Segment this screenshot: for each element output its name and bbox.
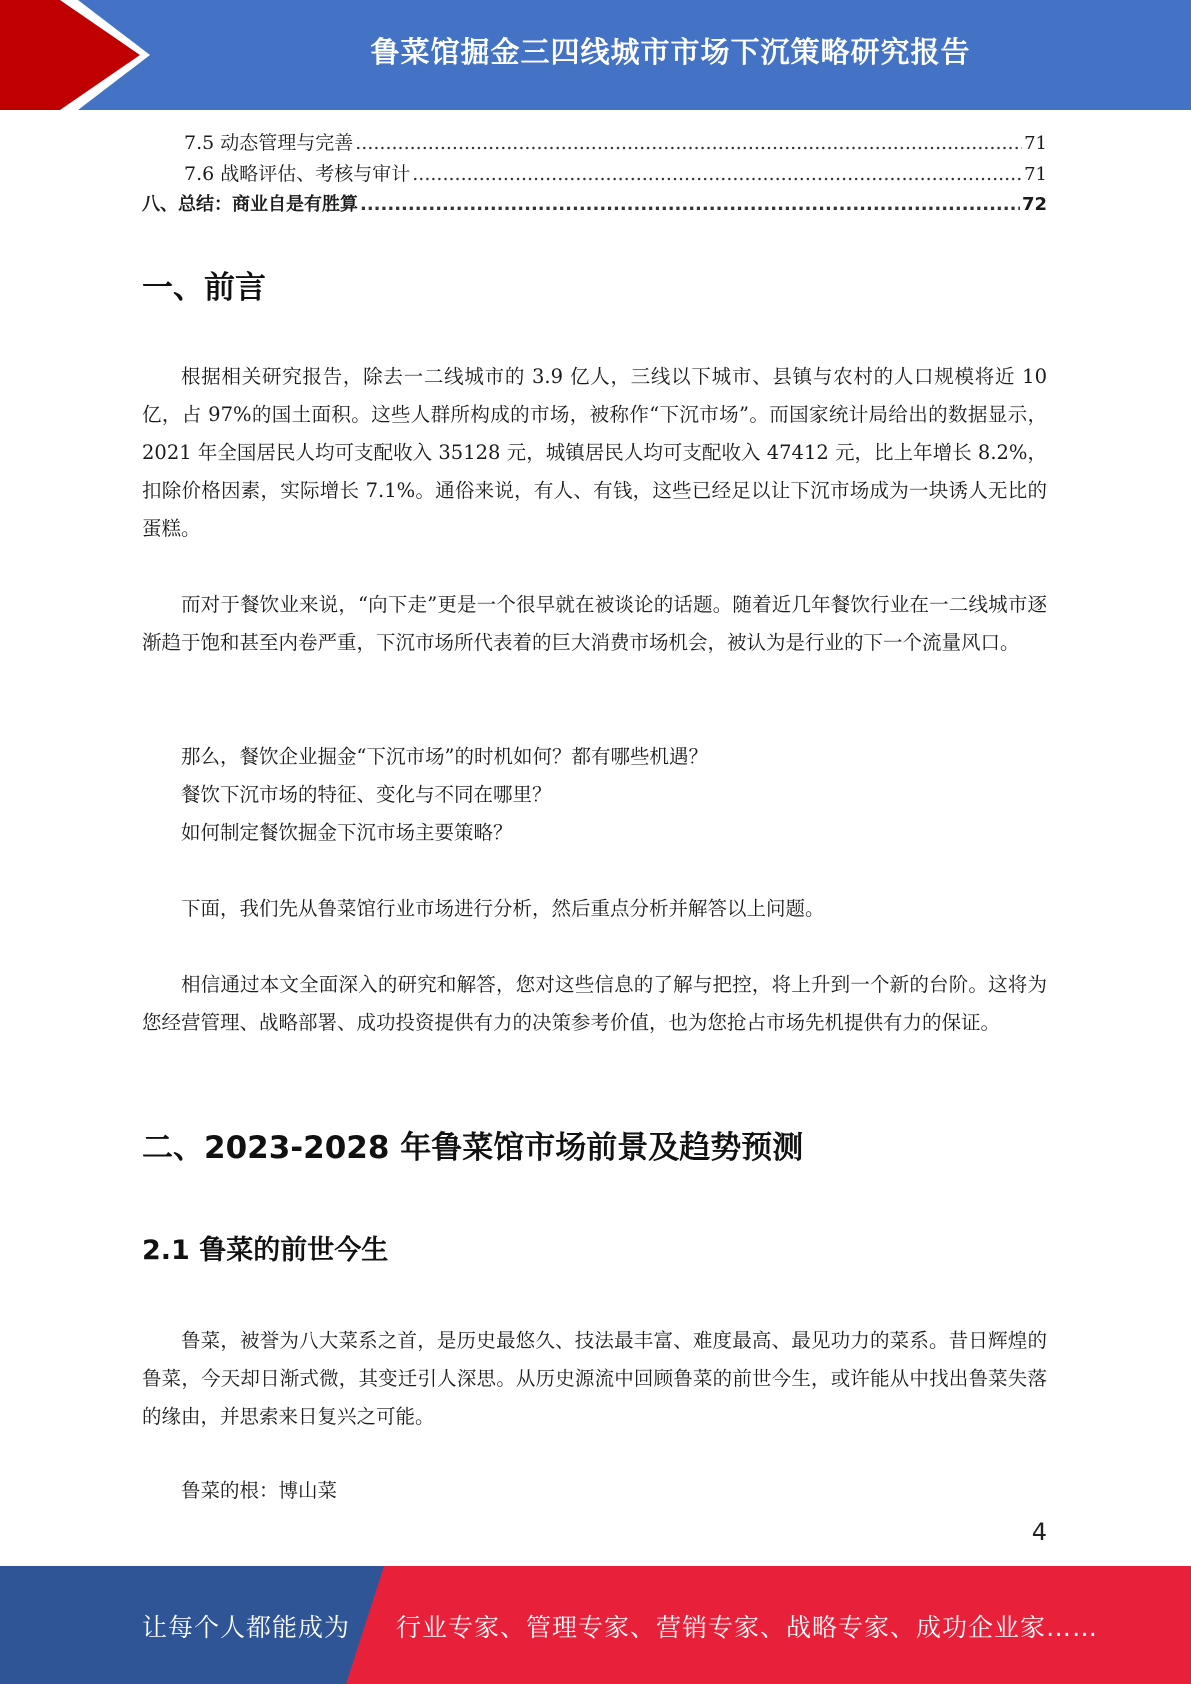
toc-entry-label: 7.6 战略评估、考核与审计 — [184, 163, 411, 185]
toc-leader-dots — [355, 132, 1022, 154]
toc-entry[interactable] — [142, 159, 1047, 190]
intro-paragraph-3-wrap — [142, 890, 1047, 928]
report-title: 鲁菜馆掘金三四线城市市场下沉策略研究报告 — [370, 34, 971, 69]
section-heading-2-wrap — [142, 1122, 1047, 1167]
paragraph: 下面，我们先从鲁菜馆行业市场进行分析，然后重点分析并解答以上问题。 — [181, 897, 825, 920]
intro-paragraph-4-wrap — [142, 966, 1047, 1042]
section2-paragraph-1-wrap — [142, 1322, 1047, 1436]
toc-entry-label: 7.5 动态管理与完善 — [184, 132, 354, 154]
paragraph: 鲁菜，被誉为八大菜系之首，是历史最悠久、技法最丰富、难度最高、最见功力的菜系。昔日辉煌的鲁菜，今天却日渐式微，其变迁引人深思。从历史源流中回顾鲁菜的前世今生，或许能从中找出鲁菜失落的缘由，并思索来日复兴之可能。 — [142, 1329, 1047, 1428]
toc-entry-label: 八、总结：商业自是有胜算 — [142, 194, 358, 215]
question-list — [142, 738, 1047, 852]
footer-banner — [0, 1566, 1191, 1684]
header-banner — [0, 0, 1191, 110]
toc-entry[interactable] — [142, 190, 1047, 221]
footer-slogan-left: 让每个人都能成为 — [142, 1613, 351, 1642]
table-of-contents — [142, 128, 1047, 221]
page-number: 4 — [1031, 1518, 1047, 1546]
toc-leader-dots — [360, 194, 1020, 215]
question-line: 餐饮下沉市场的特征、变化与不同在哪里？ — [181, 783, 552, 806]
paragraph: 而对于餐饮业来说，“向下走”更是一个很早就在被谈论的话题。随着近几年餐饮行业在一二线城市逐渐趋于饱和甚至内卷严重，下沉市场所代表着的巨大消费市场机会，被认为是行业的下一个流量风口。 — [142, 593, 1047, 654]
subsection-heading-wrap — [142, 1228, 1047, 1267]
section-heading-1-wrap — [142, 262, 1047, 307]
toc-leader-dots — [412, 163, 1022, 185]
toc-entry-page: 71 — [1024, 133, 1047, 154]
subsection-heading: 2.1 鲁菜的前世今生 — [142, 1235, 389, 1266]
toc-entry-page: 71 — [1024, 164, 1047, 185]
paragraph: 鲁菜的根：博山菜 — [181, 1479, 338, 1502]
section-heading: 一、前言 — [142, 270, 266, 306]
paragraph: 根据相关研究报告，除去一二线城市的 3.9 亿人，三线以下城市、县镇与农村的人口规模将近 10 亿，占 97%的国土面积。这些人群所构成的市场，被称作“下沉市场”。而国家统计局给出的数据显示，2021 年全国居民人均可支配收入 35128 元，城镇居民人均可支配收入 47412 元，比上年增长 8.2%，扣除价格因素，实际增长 7.1%。通俗来说，有人、有钱，这些已经足以让下沉市场成为一块诱人无比的蛋糕。 — [142, 365, 1047, 540]
toc-entry-page: 72 — [1021, 194, 1047, 215]
intro-paragraph-1-wrap — [142, 358, 1047, 548]
section-heading: 二、2023-2028 年鲁菜馆市场前景及趋势预测 — [142, 1130, 804, 1166]
question-line: 如何制定餐饮掘金下沉市场主要策略？ — [181, 821, 513, 844]
paragraph: 相信通过本文全面深入的研究和解答，您对这些信息的了解与把控，将上升到一个新的台阶。这将为您经营管理、战略部署、成功投资提供有力的决策参考价值，也为您抢占市场先机提供有力的保证。 — [142, 973, 1047, 1034]
section2-paragraph-2-wrap — [142, 1472, 1047, 1510]
question-line: 那么，餐饮企业掘金“下沉市场”的时机如何？都有哪些机遇？ — [181, 745, 708, 768]
footer-slogan-right: 行业专家、管理专家、营销专家、战略专家、成功企业家…… — [396, 1613, 1099, 1642]
intro-paragraph-2-wrap — [142, 586, 1047, 662]
toc-entry[interactable] — [142, 128, 1047, 159]
